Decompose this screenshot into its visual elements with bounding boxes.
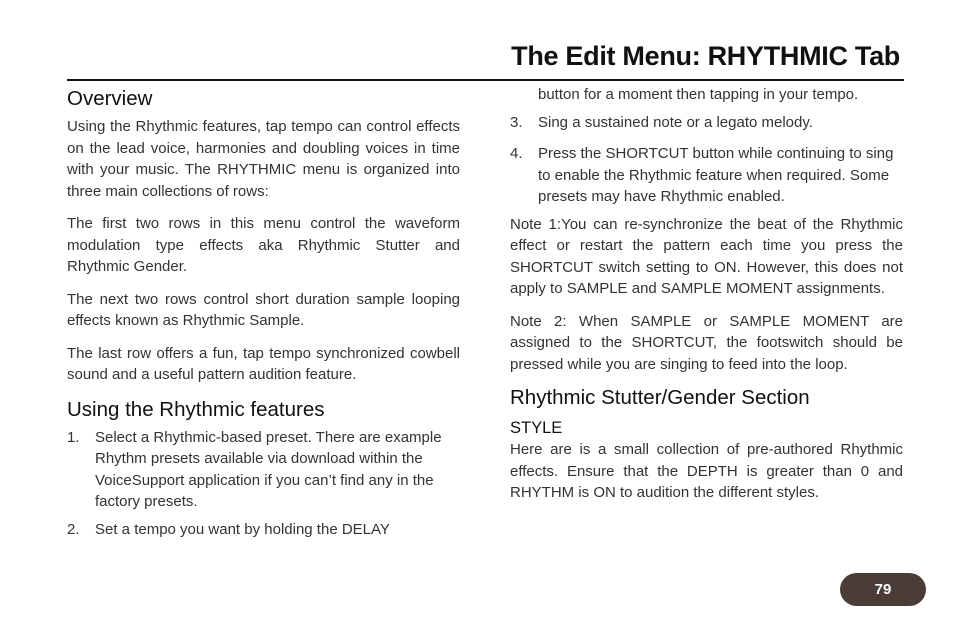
stutter-gender-heading: Rhythmic Stutter/Gender Section xyxy=(510,386,810,409)
step-text: Select a Rhythmic-based preset. There are example Rhythm presets available via download within the VoiceSupport application if you can’t find any in the factory presets. xyxy=(95,428,442,510)
step-2-continuation: button for a moment then tapping in your tempo. xyxy=(538,86,859,103)
style-paragraph: Here are is a small collection of pre-authored Rhythmic effects. Ensure that the DEPTH is greater than 0 and RHYTHM is ON to audition the different styles. xyxy=(510,441,903,501)
step-text: Set a tempo you want by holding the DELAY xyxy=(95,520,390,538)
step-item xyxy=(510,112,903,134)
step-text: Sing a sustained note or a legato melody. xyxy=(538,113,813,131)
left-column xyxy=(67,84,460,540)
step-number: 4. xyxy=(510,145,523,162)
step-number: 1. xyxy=(67,428,80,446)
right-column xyxy=(510,84,903,504)
step-number: 3. xyxy=(510,113,523,131)
overview-paragraph-4: The last row offers a fun, tap tempo synchronized cowbell sound and a useful pattern audition feature. xyxy=(67,344,460,383)
step-item xyxy=(510,143,903,208)
step-number: 2. xyxy=(67,520,80,538)
overview-paragraph-3: The next two rows control short duration sample looping effects known as Rhythmic Sample. xyxy=(67,290,460,329)
step-item xyxy=(67,519,460,541)
overview-heading: Overview xyxy=(67,87,153,110)
overview-paragraph-2: The first two rows in this menu control the waveform modulation type effects aka Rhythmic Stutter and Rhythmic Gender. xyxy=(67,215,460,275)
steps-list-right xyxy=(510,112,903,208)
style-subheading: STYLE xyxy=(510,419,563,437)
page-title: The Edit Menu: RHYTHMIC Tab xyxy=(511,41,900,71)
steps-list-left xyxy=(67,427,460,541)
step-text: Press the SHORTCUT button while continuing to sing to enable the Rhythmic feature when required. Some presets may have Rhythmic enabled. xyxy=(538,145,894,205)
using-features-heading: Using the Rhythmic features xyxy=(67,397,325,421)
overview-paragraph-1: Using the Rhythmic features, tap tempo can control effects on the lead voice, harmonies and doubling voices in time with your music. The RHYTHMIC menu is organized into three main collections of rows: xyxy=(67,118,460,200)
note-2: Note 2: When SAMPLE or SAMPLE MOMENT are assigned to the SHORTCUT, the footswitch should be pressed while you are singing to feed into the loop. xyxy=(510,312,903,373)
title-rule xyxy=(67,79,904,81)
step-item xyxy=(67,427,460,513)
page-number-badge: 79 xyxy=(840,573,926,606)
note-1: Note 1:You can re-synchronize the beat of the Rhythmic effect or restart the pattern each time you press the SHORTCUT switch setting to ON. However, this does not apply to SAMPLE and SAMPLE MOMENT assignments. xyxy=(510,215,903,297)
